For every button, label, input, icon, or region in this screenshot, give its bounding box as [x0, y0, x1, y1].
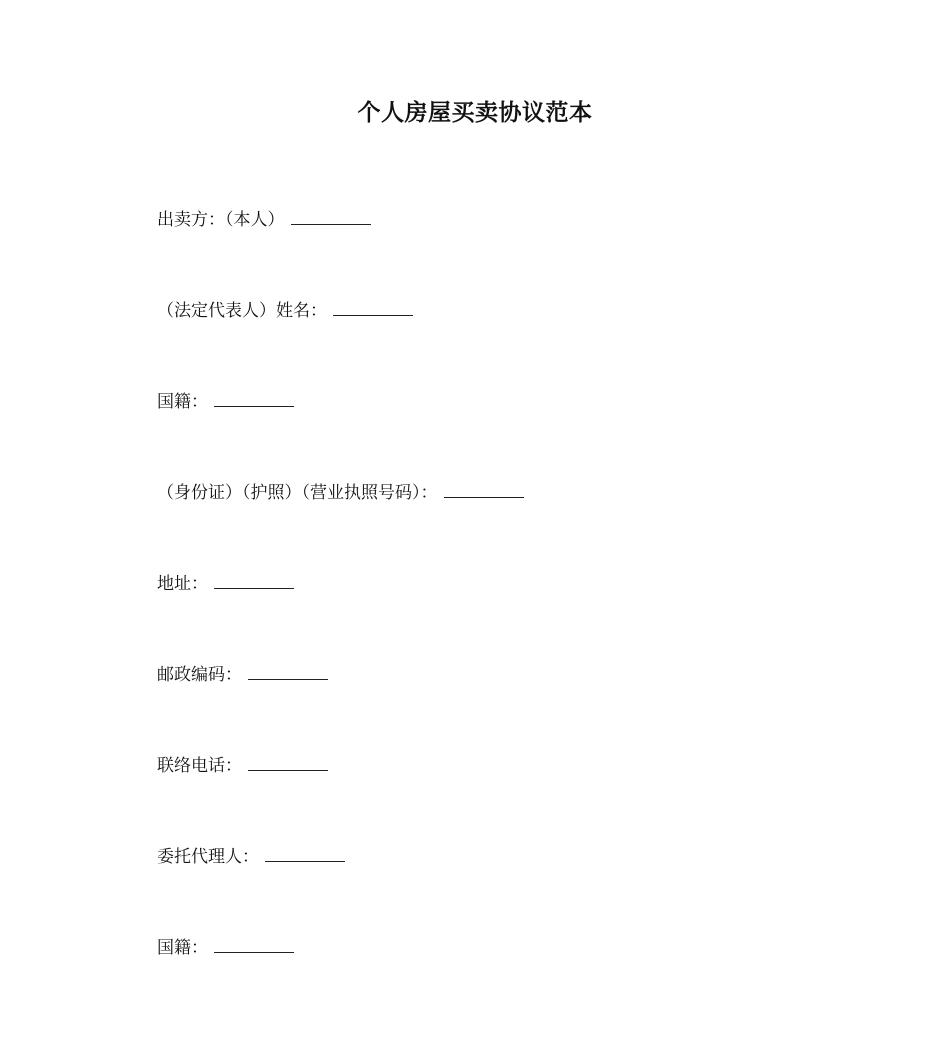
blank-underline	[291, 208, 371, 225]
blank-underline	[248, 663, 328, 680]
field-label: 联络电话：	[157, 756, 242, 776]
blank-underline	[248, 754, 328, 771]
agent-nationality-line	[157, 935, 294, 961]
field-label: 出卖方：（本人）	[157, 210, 285, 230]
nationality-line	[157, 389, 294, 415]
field-label: 国籍：	[157, 392, 208, 412]
blank-underline	[214, 572, 294, 589]
blank-underline	[214, 390, 294, 407]
field-label: 邮政编码：	[157, 665, 242, 685]
postal-code-line	[157, 662, 328, 688]
legal-representative-line	[157, 298, 413, 324]
address-line	[157, 571, 294, 597]
field-label: 国籍：	[157, 938, 208, 958]
seller-line	[157, 207, 371, 233]
field-label: 地址：	[157, 574, 208, 594]
agent-line	[157, 844, 345, 870]
blank-underline	[444, 481, 524, 498]
field-label: （身份证）（护照）（营业执照号码）：	[157, 483, 438, 503]
blank-underline	[333, 299, 413, 316]
document-title: 个人房屋买卖协议范本	[357, 100, 593, 126]
id-number-line	[157, 480, 524, 506]
field-label: （法定代表人）姓名：	[157, 301, 327, 321]
blank-underline	[214, 936, 294, 953]
phone-line	[157, 753, 328, 779]
field-label: 委托代理人：	[157, 847, 259, 867]
blank-underline	[265, 845, 345, 862]
